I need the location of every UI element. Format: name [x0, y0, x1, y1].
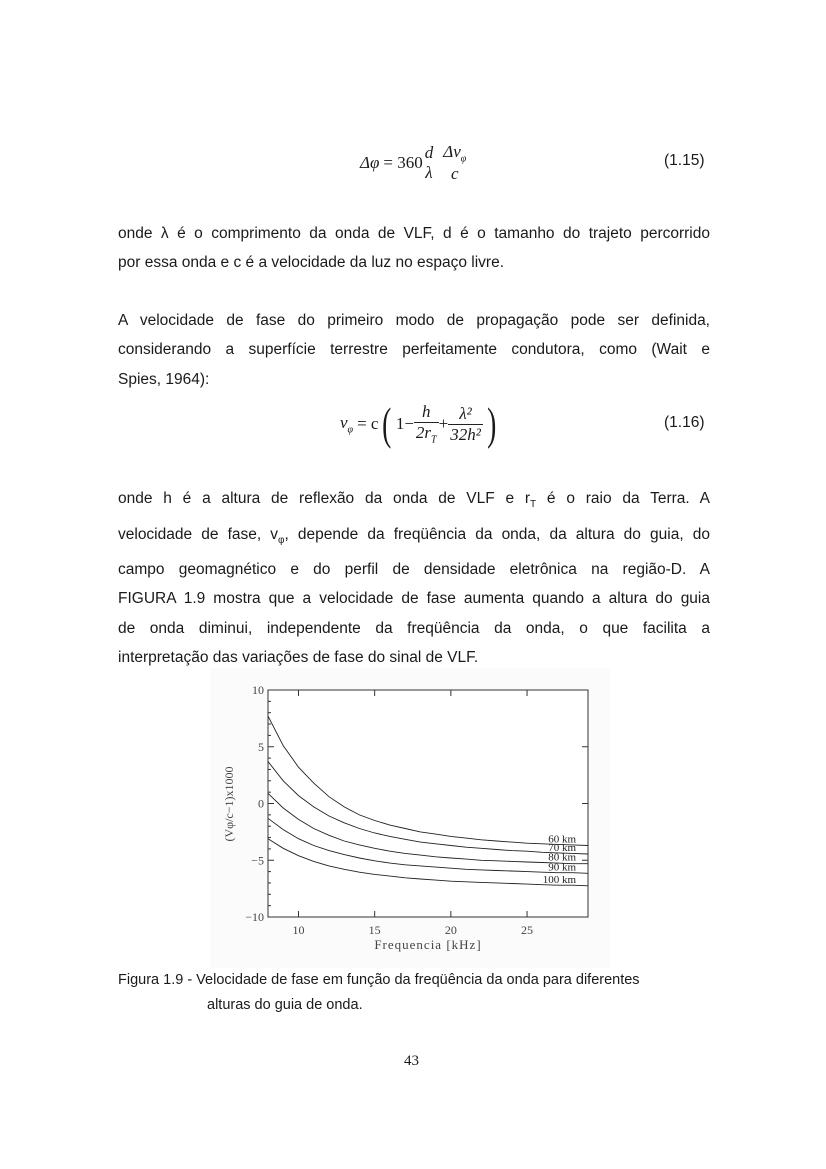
y-tick-label: 5 — [258, 739, 264, 754]
y-tick-label: −5 — [251, 853, 264, 868]
caption-line-1: Figura 1.9 - Velocidade de fase em função da freqüência da onda para diferentes — [118, 972, 640, 988]
paragraph-3-line-4: FIGURA 1.9 mostra que a velocidade de fase aumenta quando a altura do guia — [118, 590, 710, 608]
eq-1-15-frac-1: d λ — [424, 143, 434, 182]
eq-1-16-frac-1: $\frac{h}{2r_T}$ — [415, 402, 437, 446]
paragraph-1 — [118, 219, 710, 278]
paragraph-3-line-2: velocidade de fase, $v_\varphi$, depende da freqüência da onda, da altura do guia, do — [118, 525, 710, 546]
eq-1-16-frac-2: $\frac{\text{λ²}}{\text{32h²}}$ — [450, 403, 481, 444]
equation-number-1-15: (1.15) — [664, 152, 705, 169]
eq-1-16-plus: + — [438, 414, 449, 433]
paragraph-1-line-2: por essa onda e c é a velocidade da luz no espaço livre. — [118, 254, 505, 272]
eq-1-16-eq: = c — [357, 414, 379, 433]
eq-1-16-left-paren: ( — [382, 398, 392, 449]
x-tick-label: 10 — [292, 923, 305, 937]
eq-1-15-frac-2: $\Delta\nu_\varphi$ c — [443, 141, 467, 184]
y-axis-label: (Vφ/c−1)x1000 — [222, 766, 236, 842]
equation-number-1-16: (1.16) — [664, 414, 705, 431]
paragraph-3-line-5: de onda diminui, independente da freqüência da onda, o que facilita a — [118, 619, 710, 637]
x-tick-label: 25 — [521, 923, 534, 937]
x-axis-label: Frequencia [kHz] — [374, 937, 482, 952]
paragraph-2-line-3: Spies, 1964): — [118, 370, 210, 388]
figure-caption — [118, 972, 718, 1013]
y-tick-label: 10 — [252, 683, 264, 697]
eq-1-15-coef: = 360 — [383, 153, 423, 172]
series-label: 90 km — [548, 861, 576, 874]
series-labels — [543, 833, 577, 885]
caption-line-2: alturas do guia de onda. — [207, 997, 363, 1013]
paragraph-3-line-3: campo geomagnético e do perfil de densidade eletrônica na região-D. A — [118, 561, 710, 578]
plot-frame — [268, 690, 588, 917]
x-tick-label: 20 — [444, 923, 457, 937]
paragraph-3-line-6: interpretação das variações de fase do sinal de VLF. — [118, 649, 479, 667]
y-tick-label: −10 — [245, 910, 264, 924]
eq-1-15-lhs: Δφ — [360, 153, 380, 172]
eq-1-16-one: 1− — [395, 414, 414, 433]
paragraph-2-line-1: A velocidade de fase do primeiro modo de propagação pode ser definida, — [118, 312, 710, 329]
series-label: 100 km — [542, 873, 576, 886]
page-number: 43 — [404, 1053, 419, 1069]
x-tick-label: 15 — [368, 923, 381, 937]
figure-1-9-chart — [210, 668, 610, 968]
y-tick-label: 0 — [258, 796, 264, 811]
series-label: 80 km — [548, 851, 576, 864]
paragraph-2 — [118, 306, 710, 394]
paragraph-2-line-2: considerando a superfície terrestre perfeitamente condutora, como (Wait e — [118, 341, 710, 359]
caption-label: Figura 1.9 - — [118, 972, 193, 988]
equation-1-16 — [340, 398, 500, 450]
equation-1-15 — [360, 140, 468, 186]
paragraph-1-line-1: onde λ é o comprimento da onda de VLF, d é o tamanho do trajeto percorrido — [118, 225, 710, 242]
paragraph-3-line-1: onde h é a altura de reflexão da onda de VLF e $r_T$ é o raio da Terra. A — [118, 490, 710, 511]
eq-1-16-lhs: $\nu_\varphi$ — [340, 412, 354, 436]
series-label: 60 km — [548, 833, 576, 846]
eq-1-16-right-paren: ) — [486, 398, 497, 449]
series-label: 70 km — [548, 842, 576, 855]
paragraph-3 — [118, 484, 710, 673]
